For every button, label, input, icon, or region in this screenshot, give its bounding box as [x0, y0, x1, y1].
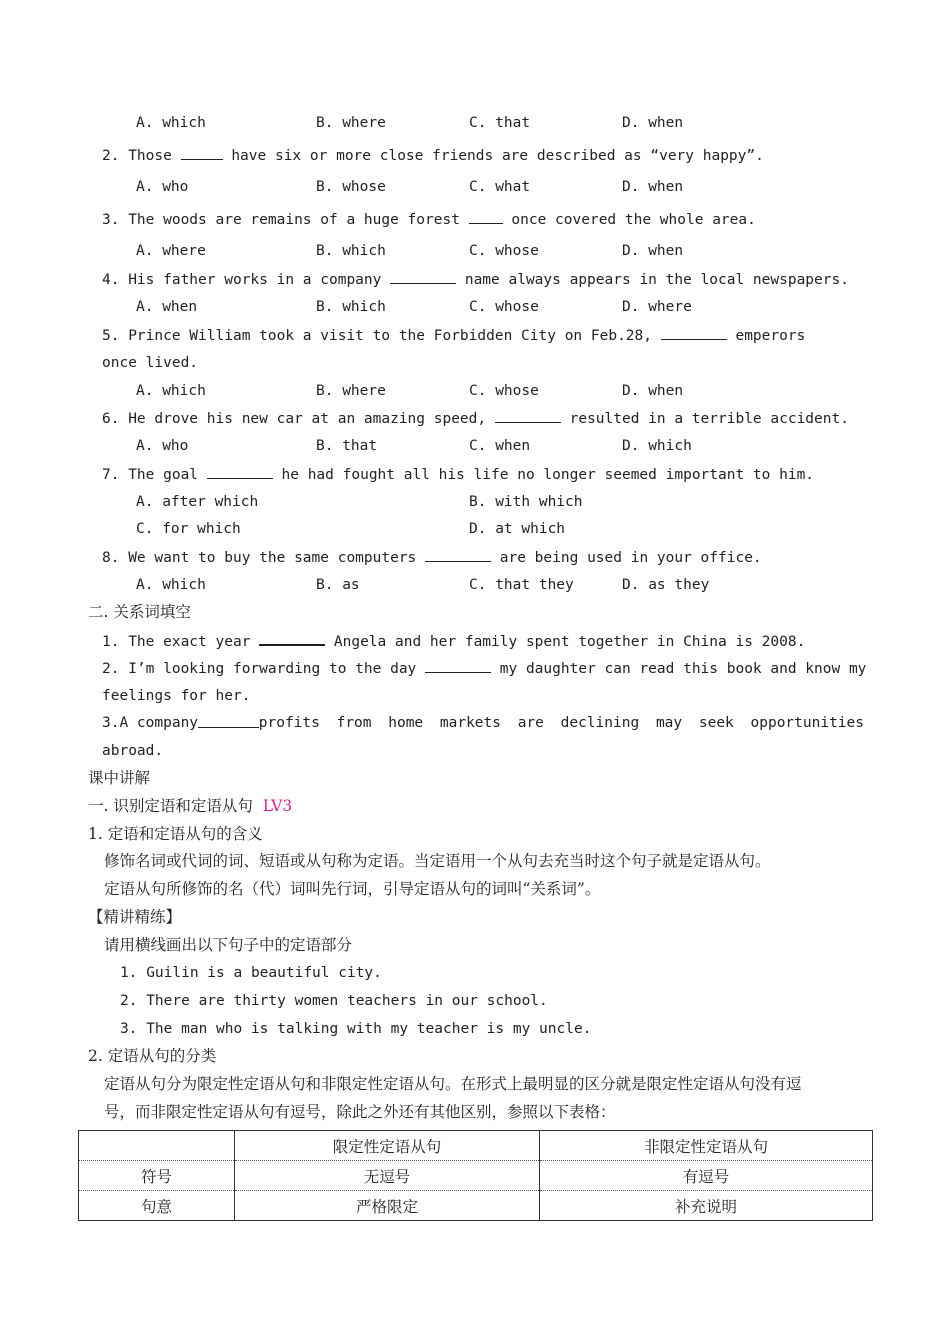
option: A. when: [136, 299, 198, 315]
practice-item: 3. The man who is talking with my teacher is my uncle.: [120, 1021, 592, 1037]
option: C. whose: [469, 243, 539, 259]
option: B. where: [316, 383, 386, 399]
option: C. whose: [469, 299, 539, 315]
question-2: 2. Those have six or more close friends are described as “very happy”.: [102, 145, 764, 166]
question-5: 5. Prince William took a visit to the Forbidden City on Feb.28, emperors: [102, 325, 805, 346]
option: B. which: [316, 299, 386, 315]
paragraph: 号，而非限定性定语从句有逗号，除此之外还有其他区别，参照以下表格：: [104, 1103, 616, 1121]
question-7: 7. The goal he had fought all his life no longer seemed important to him.: [102, 464, 814, 485]
option: C. for which: [136, 521, 241, 537]
table-cell: 限定性定语从句: [235, 1131, 540, 1161]
question-6: 6. He drove his new car at an amazing speed, resulted in a terrible accident.: [102, 408, 849, 429]
practice-item: 2. There are thirty women teachers in our school.: [120, 993, 548, 1009]
answer-blank[interactable]: [207, 464, 273, 479]
option: C. that they: [469, 577, 574, 593]
question-3: 3. The woods are remains of a huge forest once covered the whole area.: [102, 209, 756, 230]
lesson-title: 课中讲解: [88, 769, 151, 787]
paragraph: 定语从句所修饰的名（代）词叫先行词，引导定语从句的词叫“关系词”。: [104, 880, 601, 898]
option: D. when: [622, 383, 684, 399]
answer-blank[interactable]: [259, 630, 325, 646]
table-cell: 有逗号: [540, 1161, 873, 1191]
answer-blank[interactable]: [495, 408, 561, 423]
option: C. whose: [469, 383, 539, 399]
paragraph: 定语从句分为限定性定语从句和非限定性定语从句。在形式上最明显的区分就是限定性定语从句没有逗: [104, 1075, 802, 1093]
table-row: [79, 1191, 873, 1221]
subsection-2-heading: 2. 定语从句的分类: [88, 1047, 217, 1065]
option: D. when: [622, 115, 684, 131]
option: A. which: [136, 383, 206, 399]
level-badge: LV3: [262, 797, 293, 815]
option: D. which: [622, 438, 692, 454]
option: D. at which: [469, 521, 566, 537]
paragraph: 修饰名词或代词的词、短语或从句称为定语。当定语用一个从句去充当时这个句子就是定语从句。: [104, 852, 771, 870]
option: A. which: [136, 115, 206, 131]
option: B. where: [316, 115, 386, 131]
option: A. which: [136, 577, 206, 593]
answer-blank[interactable]: [198, 713, 259, 728]
option: A. after which: [136, 494, 259, 510]
table-row: [79, 1161, 873, 1191]
fill-question-2-continued: feelings for her.: [102, 688, 251, 704]
table-header-row: [79, 1131, 873, 1161]
option: C. that: [469, 115, 531, 131]
answer-blank[interactable]: [181, 145, 223, 160]
fill-question-1: 1. The exact year Angela and her family spent together in China is 2008.: [102, 630, 805, 652]
answer-blank[interactable]: [469, 209, 503, 224]
fill-question-3-continued: abroad.: [102, 743, 164, 759]
answer-blank[interactable]: [425, 658, 491, 673]
option: A. who: [136, 438, 189, 454]
answer-blank[interactable]: [425, 547, 491, 562]
table-cell: 句意: [79, 1191, 235, 1221]
option: B. with which: [469, 494, 583, 510]
option: B. that: [316, 438, 378, 454]
option: B. whose: [316, 179, 386, 195]
table-cell: [79, 1131, 235, 1161]
option: D. when: [622, 179, 684, 195]
option: D. when: [622, 243, 684, 259]
question-4: 4. His father works in a company name always appears in the local newspapers.: [102, 269, 849, 290]
option: D. as they: [622, 577, 710, 593]
question-8: 8. We want to buy the same computers are being used in your office.: [102, 547, 762, 568]
fill-question-3: 3. A company profits from home markets are declining may seek opportunities: [102, 715, 864, 731]
option: B. which: [316, 243, 386, 259]
table-cell: 非限定性定语从句: [540, 1131, 873, 1161]
fill-question-2: 2. I’m looking forwarding to the day my daughter can read this book and know my: [102, 658, 866, 679]
answer-blank[interactable]: [661, 325, 727, 340]
table-cell: 补充说明: [540, 1191, 873, 1221]
table-cell: 严格限定: [235, 1191, 540, 1221]
option: A. who: [136, 179, 189, 195]
table-cell: 符号: [79, 1161, 235, 1191]
question-5-continued: once lived.: [102, 355, 199, 371]
option: C. what: [469, 179, 531, 195]
option: C. when: [469, 438, 531, 454]
answer-blank[interactable]: [390, 269, 456, 284]
option: B. as: [316, 577, 360, 593]
practice-instruction: 请用横线画出以下句子中的定语部分: [104, 936, 353, 954]
section-heading: 二. 关系词填空: [88, 603, 191, 621]
practice-heading: 【精讲精练】: [88, 908, 182, 926]
option: D. where: [622, 299, 692, 315]
subsection-1-heading: 1. 定语和定语从句的含义: [88, 825, 263, 843]
option: A. where: [136, 243, 206, 259]
table-cell: 无逗号: [235, 1161, 540, 1191]
section-1-heading: 一. 识别定语和定语从句 LV3: [88, 797, 293, 815]
practice-item: 1. Guilin is a beautiful city.: [120, 965, 382, 981]
comparison-table: [78, 1130, 873, 1221]
